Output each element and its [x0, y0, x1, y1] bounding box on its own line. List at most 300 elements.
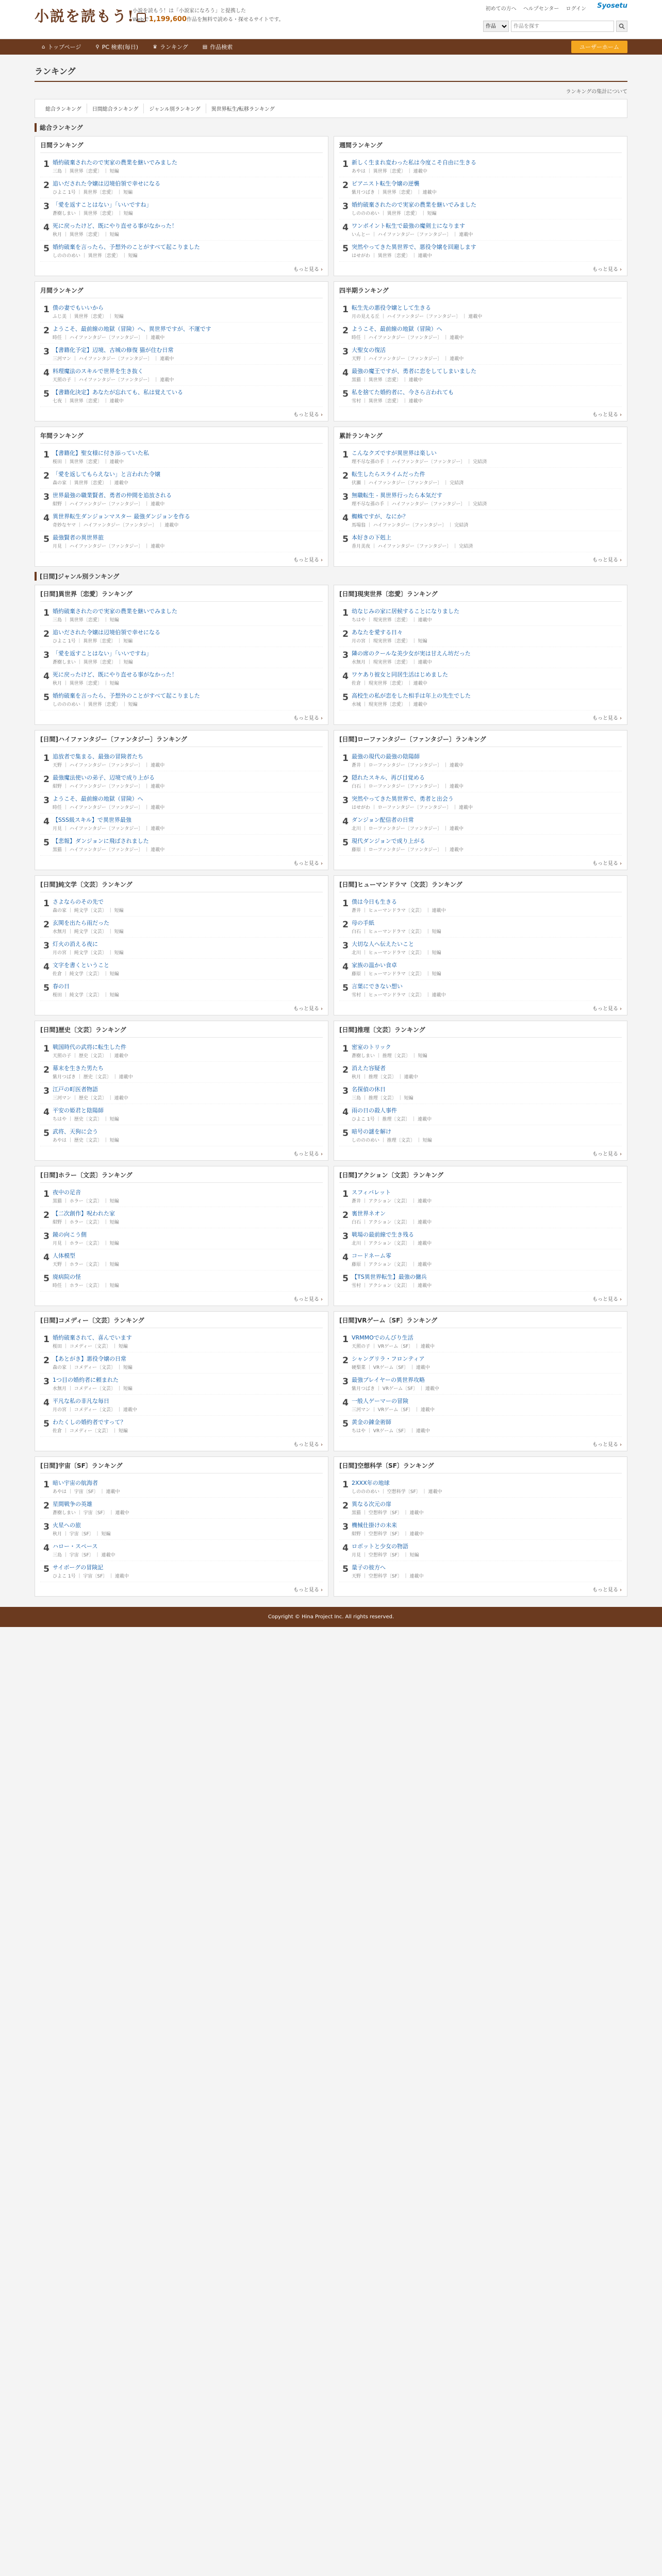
work-title-link[interactable]: 料理魔法のスキルで世界を生き抜く — [53, 368, 143, 375]
work-author[interactable]: ちはや — [53, 1117, 67, 1122]
more-link[interactable] — [40, 1001, 323, 1012]
work-author[interactable]: 香月美夜 — [352, 544, 371, 549]
more-link[interactable] — [40, 262, 323, 273]
work-author[interactable]: 紫月つばき — [352, 190, 375, 195]
work-author[interactable]: あやは — [53, 1489, 67, 1495]
work-author[interactable]: いんとー — [352, 232, 371, 238]
work-author[interactable]: 理不尽な孫の手 — [352, 460, 385, 465]
search-type-select[interactable] — [483, 21, 509, 32]
work-title-link[interactable]: 幼なじみの家に居候することになりました — [352, 608, 459, 615]
work-title-link[interactable]: 婚約破棄を言ったら、予想外のことがすべて起こりました — [53, 244, 200, 250]
work-title-link[interactable]: ダンジョン配信者の日常 — [352, 817, 414, 823]
work-author[interactable]: 伏瀬 — [352, 481, 361, 486]
subnav-isekai[interactable]: 異世界転生/転移ランキング — [211, 107, 275, 112]
more-link[interactable] — [40, 1437, 323, 1448]
ranking-box-title: [日間]現実世界〔恋愛〕ランキング — [339, 589, 622, 602]
work-title-link[interactable]: さよならのその先で — [53, 899, 104, 905]
work-title-link[interactable]: 【TS異世界転生】最強の傭兵 — [352, 1274, 427, 1280]
work-meta — [53, 210, 323, 216]
work-title-link[interactable]: 言葉にできない想い — [352, 983, 403, 990]
subnav-genre[interactable]: ジャンル別ランキング — [144, 104, 206, 113]
work-title-link[interactable]: ようこそ、最前線の地獄（冒険）へ、異世界ですが、不運です — [53, 326, 211, 332]
work-title-link[interactable]: 江戸の町医者物語 — [53, 1086, 98, 1093]
meta-sep: ｜ — [402, 378, 407, 383]
ranking-box — [35, 585, 328, 725]
subnav-daily[interactable]: 日間総合ランキング — [87, 104, 144, 113]
work-title-link[interactable]: 追いだされた令嬢は辺境伯領で幸せになる — [53, 629, 160, 636]
link-login[interactable]: ログイン — [566, 6, 586, 12]
rank-number: 3 — [43, 1231, 49, 1242]
more-link[interactable] — [339, 552, 622, 563]
work-author[interactable]: 蒼井 — [352, 1199, 361, 1204]
search-button[interactable] — [616, 21, 627, 32]
work-author[interactable]: 桜田 — [53, 460, 62, 465]
nav-search-daily-label: PC 検索(毎日) — [102, 44, 139, 50]
work-status: 短編 — [409, 1553, 419, 1558]
work-author[interactable]: しのののめい — [352, 1489, 380, 1495]
ranking-item — [40, 980, 323, 1001]
meta-sep: ｜ — [411, 1241, 417, 1246]
work-author[interactable]: 黒猫 — [352, 1511, 361, 1516]
work-title-link[interactable]: 大聖女の復活 — [352, 347, 386, 353]
work-author[interactable]: 白石 — [352, 1220, 361, 1225]
work-author[interactable]: ひよこ 1号 — [53, 639, 76, 644]
nav-search-daily[interactable] — [88, 39, 145, 55]
ranking-about-link[interactable]: ランキングの集計について — [566, 89, 627, 95]
work-author[interactable]: 藤原 — [352, 1262, 361, 1267]
work-title-link[interactable]: ピアニスト転生令嬢の逆襲 — [352, 180, 420, 187]
work-author[interactable]: 紺野 — [352, 1532, 361, 1537]
work-title-link[interactable]: 婚約破棄されたので実家の農業を継いでみました — [352, 201, 476, 208]
work-title-link[interactable]: 世界最強の職業賢者、勇者の仲間を追放される — [53, 492, 172, 499]
work-author[interactable]: 佐倉 — [352, 681, 361, 686]
nav-work-search[interactable] — [195, 39, 240, 55]
meta-sep: ｜ — [109, 1574, 114, 1579]
meta-sep: ｜ — [103, 1117, 108, 1122]
work-genre: 空想科学〔SF〕 — [368, 1574, 402, 1579]
work-author[interactable]: 水城 — [352, 702, 361, 707]
ranking-box-title: [日間]コメディー〔文芸〕ランキング — [40, 1316, 323, 1328]
work-author[interactable]: 月の見える丘 — [352, 314, 380, 319]
work-author[interactable]: 紫月つばき — [53, 1075, 76, 1080]
rank-number: 3 — [43, 1522, 49, 1532]
more-link[interactable] — [40, 407, 323, 418]
work-title-link[interactable]: 機械仕掛けの未来 — [352, 1522, 397, 1529]
more-link[interactable] — [339, 1146, 622, 1157]
work-author[interactable]: 蒼井 — [352, 908, 361, 913]
work-author[interactable]: 月の宮 — [352, 639, 366, 644]
work-title-link[interactable]: 暗い宇宙の航海者 — [53, 1480, 98, 1486]
work-meta — [53, 1551, 323, 1558]
rank-number: 3 — [43, 201, 49, 212]
ranking-item — [40, 510, 323, 531]
work-author[interactable]: 藤原 — [352, 848, 361, 853]
work-title-link[interactable]: 平凡な私の非凡な毎日 — [53, 1398, 109, 1404]
work-title-link[interactable]: スフィバレット — [352, 1189, 391, 1196]
work-author[interactable]: 月見 — [352, 1553, 361, 1558]
ranking-item — [339, 1498, 622, 1519]
ranking-box-title: 週間ランキング — [339, 141, 622, 153]
work-author[interactable]: 水無月 — [53, 929, 67, 935]
work-title-link[interactable]: 無職転生 - 異世界行ったら本気だす — [352, 492, 442, 499]
work-status: 連載中 — [450, 848, 464, 853]
work-title-link[interactable]: 婚約破棄されたので実家の農業を継いでみました — [53, 608, 177, 615]
work-author[interactable]: 雪村 — [352, 399, 361, 404]
search-input[interactable] — [511, 21, 614, 32]
work-author[interactable]: 奇妙なヤマ — [53, 523, 76, 528]
work-title-link[interactable]: ようこそ、最前線の地獄（冒険）へ — [53, 795, 143, 802]
work-title-link[interactable]: 1つ目の婚約者に頼まれた — [53, 1377, 119, 1383]
work-title-link[interactable]: VRMMOでのんびり生活 — [352, 1334, 413, 1341]
work-author[interactable]: 三河マン — [53, 357, 72, 362]
work-author[interactable]: 森の家 — [53, 1365, 67, 1370]
work-author[interactable]: 天照の子 — [53, 1054, 72, 1059]
work-title-link[interactable]: 死に戻ったけど、既にやり直せる事がなかった！ — [53, 671, 177, 678]
work-title-link[interactable]: 鏡の向こう側 — [53, 1231, 87, 1238]
more-link[interactable] — [40, 710, 323, 721]
work-author[interactable]: 蒼井 — [352, 763, 361, 768]
work-author[interactable]: ひよこ 1号 — [53, 190, 76, 195]
work-author[interactable]: 秋月 — [53, 1532, 62, 1537]
rank-number: 2 — [43, 471, 49, 481]
work-author[interactable]: 黒猫 — [352, 378, 361, 383]
work-status: 連載中 — [151, 784, 165, 789]
work-genre: ハイファンタジー〔ファンタジー〕 — [69, 784, 143, 789]
work-author[interactable]: あやは — [352, 169, 366, 174]
work-title-link[interactable]: 転生先の悪役令嬢として生きる — [352, 304, 431, 311]
work-title-link[interactable]: 婚約破棄を言ったら、予想外のことがすべて起こりました — [53, 692, 200, 699]
work-title-link[interactable]: 【書籍化】聖女様に付き添っていた私 — [53, 450, 149, 456]
rank-number: 4 — [342, 368, 349, 378]
work-title-link[interactable]: 異なる次元の扉 — [352, 1501, 391, 1507]
work-author[interactable]: 三島 — [352, 1096, 361, 1101]
work-author[interactable]: 紺野 — [53, 502, 62, 507]
work-author[interactable]: ふじ美 — [53, 314, 67, 319]
work-title-link[interactable]: 2XXX年の地球 — [352, 1480, 390, 1486]
work-author[interactable]: 桜田 — [53, 993, 62, 998]
ranking-item — [40, 1104, 323, 1125]
work-author[interactable]: しのののめい — [352, 211, 380, 216]
work-meta — [352, 701, 622, 707]
work-title-link[interactable]: 夜中の足音 — [53, 1189, 81, 1196]
work-author[interactable]: 七夜 — [53, 399, 62, 404]
work-title-link[interactable]: 文字を書くということ — [53, 962, 109, 969]
work-author[interactable]: 時任 — [53, 335, 62, 341]
work-title-link[interactable]: 隣の席のクールな美少女が実は甘えん坊だった — [352, 650, 471, 657]
work-title-link[interactable]: 裏世界ネオン — [352, 1210, 386, 1217]
work-meta — [352, 1240, 622, 1246]
work-status: 連載中 — [101, 1553, 115, 1558]
work-author[interactable]: 蒼樹しまい — [352, 1054, 375, 1059]
more-link[interactable] — [40, 552, 323, 563]
logo-text[interactable]: 小説を読もう! — [35, 8, 135, 25]
rank-number: 5 — [43, 1128, 49, 1139]
meta-sep: ｜ — [443, 481, 449, 486]
work-author[interactable]: 北川 — [352, 1241, 361, 1246]
work-author[interactable]: 紺野 — [53, 1220, 62, 1225]
rank-number: 2 — [342, 1355, 349, 1366]
more-link[interactable] — [339, 710, 622, 721]
work-title-link[interactable]: 灯火の消える夜に — [53, 941, 98, 947]
work-title-link[interactable]: 暗号の謎を解け — [352, 1128, 391, 1135]
work-author[interactable]: 秋月 — [53, 232, 62, 238]
work-title-link[interactable]: 名探偵の休日 — [352, 1086, 386, 1093]
work-title-link[interactable]: 「愛を返してもらえない」と言われた令嬢 — [53, 471, 160, 478]
work-author[interactable]: ひよこ 1号 — [53, 1574, 76, 1579]
work-title-link[interactable]: 婚約破棄されて、喜んでいます — [53, 1334, 132, 1341]
work-title-link[interactable]: ハロー・スペース — [53, 1543, 98, 1550]
work-author[interactable]: 雪村 — [352, 1283, 361, 1289]
work-author[interactable]: 森の家 — [53, 908, 67, 913]
work-title-link[interactable]: 消えた容疑者 — [352, 1065, 386, 1072]
ranking-item — [40, 626, 323, 647]
work-title-link[interactable]: サイボーグの冒険記 — [53, 1564, 104, 1571]
more-link[interactable] — [339, 1292, 622, 1302]
work-author[interactable]: 天照の子 — [53, 378, 72, 383]
work-title-link[interactable]: 最強賢者の異世界旅 — [53, 534, 104, 541]
rank-number: 4 — [342, 817, 349, 827]
work-genre: コメディー〔文芸〕 — [74, 1408, 116, 1413]
work-status: 短編 — [109, 1138, 119, 1143]
ranking-item — [339, 605, 622, 626]
work-title-link[interactable]: 量子の彼方へ — [352, 1564, 386, 1571]
work-author[interactable]: 月見 — [53, 544, 62, 549]
work-author[interactable]: 月の宮 — [53, 1408, 67, 1413]
work-title-link[interactable]: 最強の魔王ですが、勇者に恋をしてしまいました — [352, 368, 476, 375]
ranking-item — [40, 323, 323, 344]
work-author[interactable]: 三島 — [53, 169, 62, 174]
work-title-link[interactable]: わたくしの婚約者ですって？ — [53, 1419, 126, 1426]
rank-number: 1 — [43, 608, 49, 618]
work-title-link[interactable]: 転生したらスライムだった件 — [352, 471, 425, 478]
more-link[interactable] — [339, 1001, 622, 1012]
rank-number: 1 — [43, 1480, 49, 1490]
ranking-item — [40, 750, 323, 771]
work-title-link[interactable]: 突然やってきた異世界で、勇者と出会う — [352, 795, 454, 802]
work-title-link[interactable]: 新しく生まれ変わった私は今度こそ自由に生きる — [352, 159, 476, 166]
work-author[interactable]: 水無月 — [53, 1386, 67, 1392]
work-author[interactable]: 天野 — [352, 357, 361, 362]
work-title-link[interactable]: 異世界転生ダンジョンマスター 最強ダンジョンを作る — [53, 513, 190, 520]
work-author[interactable]: 北川 — [352, 826, 361, 832]
work-author[interactable]: 森の家 — [53, 481, 67, 486]
rank-number: 1 — [342, 753, 349, 764]
work-author[interactable]: ちはや — [352, 618, 366, 623]
work-title-link[interactable]: 【SSS級スキル】で異世界最強 — [53, 817, 131, 823]
nav-ranking[interactable] — [145, 39, 195, 55]
work-author[interactable]: 黒猫 — [53, 1199, 62, 1204]
work-author[interactable]: 白石 — [352, 929, 361, 935]
work-title-link[interactable]: 本好きの下剋上 — [352, 534, 391, 541]
work-meta — [352, 928, 622, 935]
more-link[interactable] — [40, 1146, 323, 1157]
work-author[interactable]: 理不尽な孫の手 — [352, 502, 385, 507]
work-title-link[interactable]: 火星への旅 — [53, 1522, 81, 1529]
work-title-link[interactable]: 現代ダンジョンで成り上がる — [352, 838, 425, 844]
work-author[interactable]: 馬場翁 — [352, 523, 366, 528]
work-author[interactable]: 時任 — [53, 1283, 62, 1289]
work-author[interactable]: 天野 — [53, 1262, 62, 1267]
work-title-link[interactable]: 最強の現代の最強の陰陽師 — [352, 753, 420, 760]
work-title-link[interactable]: 僕は今日も生きる — [352, 899, 397, 905]
meta-sep: ｜ — [63, 460, 68, 465]
site-logo[interactable] — [35, 5, 146, 26]
work-title-link[interactable]: 廃病院の怪 — [53, 1274, 81, 1280]
work-author[interactable]: 黒猫 — [53, 848, 62, 853]
work-author[interactable]: ちはや — [352, 1429, 366, 1434]
work-author[interactable]: 時任 — [53, 805, 62, 810]
work-author[interactable]: 蒼樹しまい — [53, 660, 76, 665]
work-title-link[interactable]: 人体模型 — [53, 1252, 75, 1259]
work-author[interactable]: しのののめい — [352, 1138, 380, 1143]
work-author[interactable]: 三島 — [53, 1553, 62, 1558]
work-meta — [53, 252, 323, 259]
rank-number: 5 — [43, 692, 49, 703]
nav-top[interactable] — [35, 39, 88, 55]
work-title-link[interactable]: 隠れたスキル、再び目覚める — [352, 774, 425, 781]
work-title-link[interactable]: 僕の妻でもいいから — [53, 304, 104, 311]
work-meta — [53, 1427, 323, 1434]
work-status: 短編 — [128, 702, 138, 707]
work-author[interactable]: ひよこ 1号 — [352, 1117, 375, 1122]
work-author[interactable]: 水無月 — [352, 660, 366, 665]
work-author[interactable]: 秋月 — [53, 681, 62, 686]
work-title-link[interactable]: ようこそ、最前線の地獄（冒険）へ — [352, 326, 442, 332]
work-author[interactable]: 天野 — [53, 763, 62, 768]
work-title-link[interactable]: 星間戦争の英雄 — [53, 1501, 92, 1507]
meta-sep: ｜ — [112, 1075, 118, 1080]
meta-sep: ｜ — [103, 993, 108, 998]
work-author[interactable]: しのののめい — [53, 253, 81, 259]
rank-number: 4 — [43, 1398, 49, 1408]
work-author[interactable]: 佐倉 — [53, 1429, 62, 1434]
more-link[interactable] — [40, 1582, 323, 1593]
work-author[interactable]: 北川 — [352, 951, 361, 956]
more-link[interactable] — [40, 1292, 323, 1302]
work-title-link[interactable]: 最強魔法使いの弟子、辺境で成り上がる — [53, 774, 155, 781]
user-home-button[interactable]: ユーザーホーム — [571, 41, 627, 53]
work-meta — [352, 680, 622, 686]
work-title-link[interactable]: ロボットと少女の物語 — [352, 1543, 408, 1550]
work-title-link[interactable]: 黄金の錬金術師 — [352, 1419, 391, 1426]
work-author[interactable]: はせがわ — [352, 805, 371, 810]
book-icon: ▤ — [202, 44, 208, 50]
more-link[interactable] — [339, 407, 622, 418]
work-title-link[interactable]: 戦国時代の武将に転生した件 — [53, 1044, 126, 1050]
work-title-link[interactable]: 【悲報】ダンジョンに飛ばされました — [53, 838, 149, 844]
work-author[interactable]: 時任 — [352, 335, 361, 341]
work-title-link[interactable]: 「愛を返すことはない」「いいですね」 — [53, 650, 152, 657]
work-genre: 現実世界〔恋愛〕 — [368, 702, 406, 707]
work-author[interactable]: 三河マン — [53, 1096, 72, 1101]
work-author[interactable]: 天照の子 — [352, 1344, 371, 1349]
work-title-link[interactable]: 【書籍化決定】あなたが忘れても、私は覚えている — [53, 389, 183, 396]
work-title-link[interactable]: 平安の姫君と陰陽師 — [53, 1107, 104, 1114]
work-title-link[interactable]: 家族の温かい食卓 — [352, 962, 397, 969]
work-title-link[interactable]: 密室のトリック — [352, 1044, 391, 1050]
more-link[interactable] — [339, 1437, 622, 1448]
work-title-link[interactable]: こんなクズですが異世界は楽しい — [352, 450, 437, 456]
work-title-link[interactable]: 戦場の最前線で生き残る — [352, 1231, 414, 1238]
work-author[interactable]: 佐倉 — [53, 972, 62, 977]
work-author[interactable]: はせがわ — [352, 253, 371, 259]
work-author[interactable]: 三島 — [53, 618, 62, 623]
work-title-link[interactable]: 高校生の私が恋をした相手は年上の先生でした — [352, 692, 471, 699]
work-title-link[interactable]: 最強プレイヤーの異世界攻略 — [352, 1377, 425, 1383]
more-link[interactable] — [339, 856, 622, 867]
meta-sep: ｜ — [419, 1386, 424, 1392]
more-link[interactable] — [339, 1582, 622, 1593]
work-title-link[interactable]: 追いだされた令嬢は辺境伯領で幸せになる — [53, 180, 160, 187]
work-author[interactable]: 硬梨菜 — [352, 1365, 366, 1370]
link-help[interactable]: ヘルプセンター — [523, 6, 559, 12]
work-author[interactable]: 月見 — [53, 1241, 62, 1246]
work-author[interactable]: 秋月 — [352, 1075, 361, 1080]
work-author[interactable]: 桜田 — [53, 1344, 62, 1349]
more-link[interactable] — [40, 856, 323, 867]
work-title-link[interactable]: ワケあり彼女と同居生活はじめました — [352, 671, 448, 678]
work-title-link[interactable]: 追放者で集まる、最強の冒険者たち — [53, 753, 143, 760]
work-author[interactable]: 藤原 — [352, 972, 361, 977]
work-title-link[interactable]: 蜘蛛ですが、なにか？ — [352, 513, 408, 520]
work-author[interactable]: 天野 — [352, 1574, 361, 1579]
work-title-link[interactable]: コードネーム零 — [352, 1252, 391, 1259]
work-author[interactable]: 紫月つばき — [352, 1386, 375, 1392]
work-author[interactable]: しのののめい — [53, 702, 81, 707]
subnav-overall[interactable]: 総合ランキング — [40, 104, 87, 113]
work-title-link[interactable]: 玄関を出たら雨だった — [53, 920, 109, 926]
work-author[interactable]: 白石 — [352, 784, 361, 789]
work-title-link[interactable]: 大切な人へ伝えたいこと — [352, 941, 414, 947]
more-link[interactable] — [339, 262, 622, 273]
work-title-link[interactable]: 死に戻ったけど、既にやり直せる事がなかった！ — [53, 223, 177, 229]
work-author[interactable]: 雪村 — [352, 993, 361, 998]
work-title-link[interactable]: 突然やってきた異世界で、悪役令嬢を回避します — [352, 244, 476, 250]
work-title-link[interactable]: 「愛を返すことはない」「いいですね」 — [53, 201, 152, 208]
work-title-link[interactable]: 雨の日の殺人事件 — [352, 1107, 397, 1114]
link-beginner[interactable]: 初めての方へ — [485, 6, 517, 12]
work-title-link[interactable]: 母の手紙 — [352, 920, 374, 926]
work-author[interactable]: 三河マン — [352, 1408, 371, 1413]
chevron-right-icon: › — [620, 716, 622, 721]
meta-sep: ｜ — [95, 1553, 100, 1558]
meta-sep: ｜ — [103, 972, 108, 977]
rank-number: 2 — [342, 180, 349, 191]
work-title-link[interactable]: あなたを愛する日々 — [352, 629, 403, 636]
work-author[interactable]: 月の宮 — [53, 951, 67, 956]
work-title-link[interactable]: 【二次創作】呪われた家 — [53, 1210, 115, 1217]
chevron-right-icon: › — [620, 1006, 622, 1012]
work-author[interactable]: 蒼樹しまい — [53, 211, 76, 216]
work-title-link[interactable]: 【あとがき】悪役令嬢の日常 — [53, 1355, 126, 1362]
work-title-link[interactable]: 【書籍化予定】辺境、古城の修復 猫が住む日常 — [53, 347, 174, 353]
work-title-link[interactable]: シャングリラ・フロンティア — [352, 1355, 425, 1362]
work-author[interactable]: 紺野 — [53, 784, 62, 789]
work-status: 連載中 — [418, 1241, 432, 1246]
brand-mini[interactable]: Syosetu — [597, 2, 627, 10]
work-title-link[interactable]: 私を捨てた婚約者に、今さら言われても — [352, 389, 454, 396]
work-title-link[interactable]: 武将、天狗に会う — [53, 1128, 98, 1135]
work-title-link[interactable]: 婚約破棄されたので実家の農業を継いでみました — [53, 159, 177, 166]
work-genre: コメディー〔文芸〕 — [69, 1344, 111, 1349]
work-author[interactable]: 蒼樹しまい — [53, 1511, 76, 1516]
work-title-link[interactable]: 春の日 — [53, 983, 70, 990]
work-author[interactable]: 月見 — [53, 826, 62, 832]
work-title-link[interactable]: 幕末を生きた男たち — [53, 1065, 104, 1072]
work-title-link[interactable]: ワンポイント転生で最強の魔剣士になります — [352, 223, 465, 229]
work-title-link[interactable]: 一般人ゲーマーの冒険 — [352, 1398, 408, 1404]
work-author[interactable]: あやは — [53, 1138, 67, 1143]
